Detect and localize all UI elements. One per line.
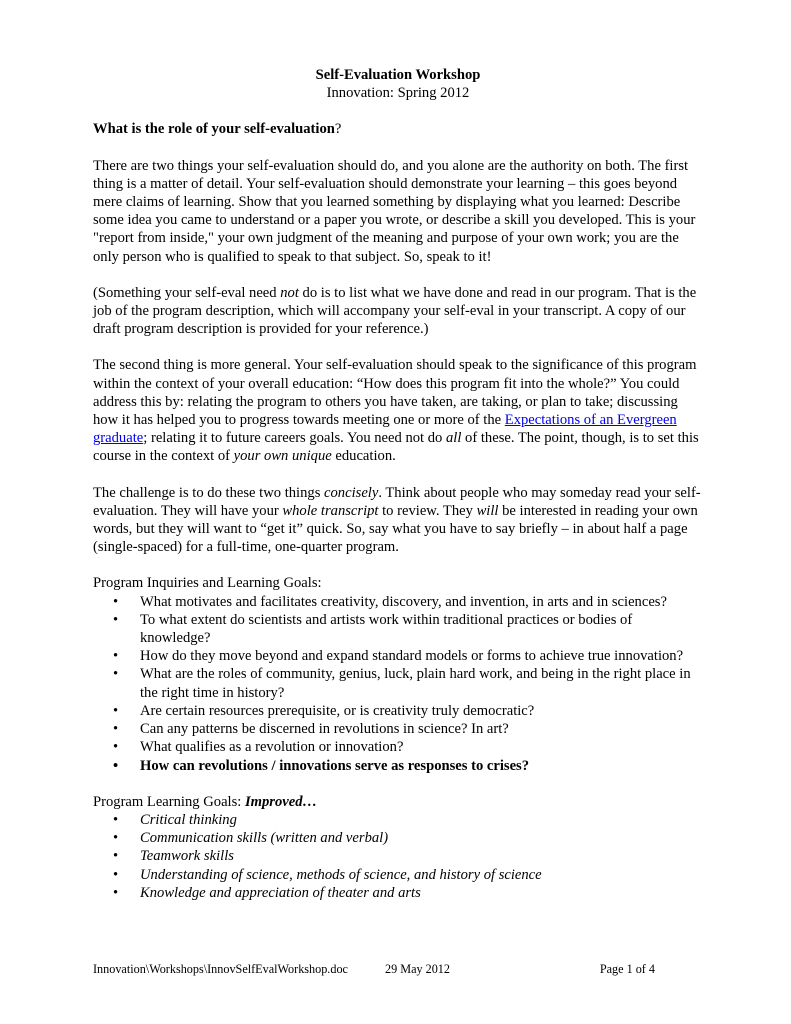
paragraph-2 <box>93 284 703 339</box>
bullet-icon: • <box>113 830 119 847</box>
p4-emph-will: will <box>476 502 499 519</box>
p4-text-e: to review. They <box>378 502 477 519</box>
p3-text-f: education. <box>331 448 396 465</box>
bullet-icon: • <box>113 866 119 883</box>
bullet-icon: • <box>113 811 119 828</box>
p2-text-c: do is to list what we have done and read in our program. That is the job of the program description, which will accompany your self-eval in your transcript. A copy of our draft program description is provided for your reference.) <box>93 284 697 338</box>
document-page <box>93 66 703 902</box>
list-item: • Are certain resources prerequisite, or is creativity truly democratic? <box>113 702 535 719</box>
goals-list <box>93 811 703 902</box>
list-item: • What qualifies as a revolution or innovation? <box>113 739 404 756</box>
list-item: • Understanding of science, methods of science, and history of science <box>113 866 542 883</box>
bullet-icon: • <box>113 666 119 683</box>
evergreen-expectations-link[interactable]: Expectations of an Evergreen graduate <box>93 412 677 447</box>
p3-text-b: ; relating it to future careers goals. You need not do <box>143 430 446 447</box>
document-subtitle: Innovation: Spring 2012 <box>326 85 470 102</box>
list-item: • How do they move beyond and expand standard models or forms to achieve true innovation? <box>113 648 684 665</box>
list-item: • Teamwork skills <box>113 848 234 865</box>
goals-heading-text: Program Learning Goals: <box>93 793 245 810</box>
question-text: What is the role of your self-evaluation <box>93 121 335 138</box>
bullet-icon: • <box>113 884 119 901</box>
p4-text-g: be interested in reading your own words, but they will want to “get it” quick. So, say what you have to say briefly – in about half a page (single-spaced) for a full-time, one-quarter program. <box>93 502 698 556</box>
inquiries-list <box>93 593 703 775</box>
list-item: • Can any patterns be discerned in revolutions in science? In art? <box>113 721 509 738</box>
list-item: • Knowledge and appreciation of theater and arts <box>113 884 421 901</box>
footer-date: 29 May 2012 <box>385 962 450 976</box>
paragraph-4 <box>93 484 703 557</box>
page-footer <box>93 962 703 977</box>
footer-file-path: Innovation\Workshops\InnovSelfEvalWorkshop.doc <box>93 962 348 976</box>
p4-emph-concisely: concisely <box>324 484 379 501</box>
footer-page-number: Page 1 of 4 <box>599 962 655 976</box>
p3-text-a: The second thing is more general. Your self-evaluation should speak to the significance of this program within the context of your overall education: “How does this program fit into the whole?” You could address this by: relating the program to others you have taken, are taking, or plan to take; discussing how it has helped you to progress towards meeting one or more of the <box>93 357 697 429</box>
paragraph-1: There are two things your self-evaluation should do, and you alone are the authority on both. The first thing is a matter of detail. Your self-evaluation should demonstrate your learning – this goes beyond mere claims of learning. Show that you learned something by displaying what you learned: Describe some idea you came to understand or a paper you wrote, or describe a skill you developed. This is your "report from inside," your own judgment of the meaning and purpose of your own work; you are the only person who is qualified to speak to that subject. So, speak to it! <box>93 157 696 265</box>
p4-emph-transcript: whole transcript <box>282 502 379 519</box>
p2-text-a: (Something your self-eval need <box>93 284 281 301</box>
bullet-icon: • <box>113 739 119 756</box>
list-item: • To what extent do scientists and artists work within traditional practices or bodies of knowledge? <box>113 611 633 647</box>
p3-emph-unique: your own unique <box>233 448 332 465</box>
bullet-icon: • <box>113 648 119 665</box>
bullet-icon: • <box>113 757 119 774</box>
bullet-icon: • <box>113 702 119 719</box>
bullet-icon: • <box>113 848 119 865</box>
paragraph-3 <box>93 356 703 465</box>
bullet-icon: • <box>113 593 119 610</box>
bullet-icon: • <box>113 611 119 628</box>
p4-text-c: . Think about people who may someday read your self-evaluation. They will have your <box>93 484 701 519</box>
list-item-emphasized: • How can revolutions / innovations serve as responses to crises? <box>113 757 530 774</box>
p3-emph-all: all <box>446 430 462 447</box>
document-title: Self-Evaluation Workshop <box>315 67 481 83</box>
list-item: • What are the roles of community, genius, luck, plain hard work, and being in the right place in the right time in history? <box>113 666 691 701</box>
goals-heading-emph: Improved… <box>244 793 318 810</box>
goals-heading <box>93 793 703 811</box>
list-item: • Critical thinking <box>113 811 237 828</box>
section-question <box>93 120 703 138</box>
list-item: • What motivates and facilitates creativity, discovery, and invention, in arts and in sciences? <box>113 593 667 610</box>
question-mark: ? <box>334 121 342 138</box>
p3-text-d: of these. The point, though, is to set this course in the context of <box>93 430 699 465</box>
inquiries-heading: Program Inquiries and Learning Goals: <box>93 575 322 592</box>
p2-emph-not: not <box>280 284 299 301</box>
list-item: • Communication skills (written and verbal) <box>113 830 389 847</box>
bullet-icon: • <box>113 721 119 738</box>
p4-text-a: The challenge is to do these two things <box>93 484 325 501</box>
